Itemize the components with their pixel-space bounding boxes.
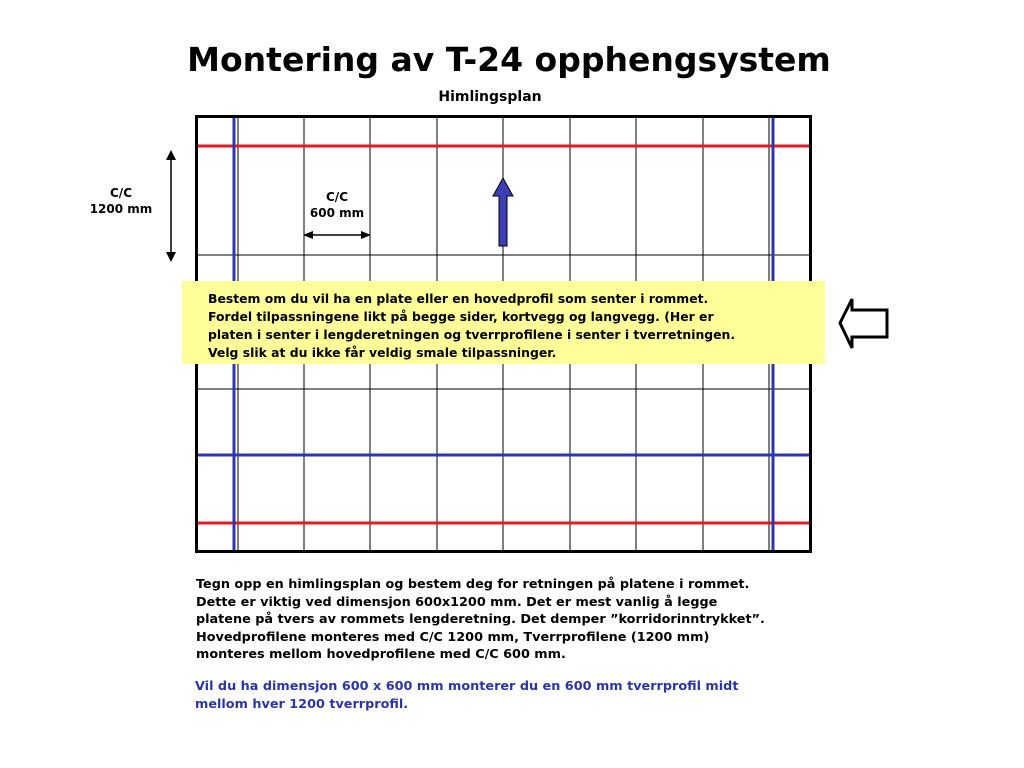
dimension-arrow-horizontal — [303, 231, 371, 239]
paragraph-line: platene på tvers av rommets lengderetning. Det demper ”korridorinntrykket”. — [196, 612, 765, 627]
dimension-cc-text: C/C — [110, 186, 132, 200]
paragraph-line: Tegn opp en himlingsplan og bestem deg for retningen på platene i rommet. — [196, 577, 750, 592]
note-line: Velg slik at du ikke får veldig smale tilpassninger. — [208, 345, 557, 360]
dimension-cc-text: C/C — [326, 190, 348, 204]
left-arrow-icon — [840, 299, 887, 348]
dimension-value-text: 600 mm — [309, 206, 365, 220]
dimension-value-text: 1200 mm — [89, 202, 153, 216]
paragraph-line: Vil du ha dimensjon 600 x 600 mm monterer du en 600 mm tverrprofil midt — [195, 679, 739, 694]
plate-direction-arrow-icon — [493, 178, 513, 246]
dimension-arrow-vertical — [166, 150, 176, 262]
paragraph-line: monteres mellom hovedprofilene med C/C 600 mm. — [196, 647, 566, 662]
description-paragraph — [196, 576, 765, 664]
paragraph-line: Hovedprofilene monteres med C/C 1200 mm, Tverrprofilene (1200 mm) — [196, 629, 710, 645]
note-line: Fordel tilpassningene likt på begge sider, kortvegg og langvegg. (Her er — [208, 309, 714, 324]
paragraph-line: mellom hver 1200 tverrprofil. — [195, 696, 409, 712]
note-line: Bestem om du vil ha en plate eller en hovedprofil som senter i rommet. — [208, 291, 709, 306]
page-title: Montering av T-24 opphengsystem — [187, 40, 831, 79]
paragraph-line: Dette er viktig ved dimensjon 600x1200 mm. Det er mest vanlig å legge — [196, 594, 718, 610]
note-line: platen i senter i lengderetningen og tverrprofilene i senter i tverretningen. — [208, 327, 736, 342]
dimension-label-horizontal — [298, 189, 376, 221]
plan-subtitle: Himlingsplan — [438, 89, 542, 105]
dimension-label-vertical — [80, 185, 162, 217]
blue-note-paragraph — [195, 678, 738, 713]
instruction-note-box — [182, 281, 825, 364]
